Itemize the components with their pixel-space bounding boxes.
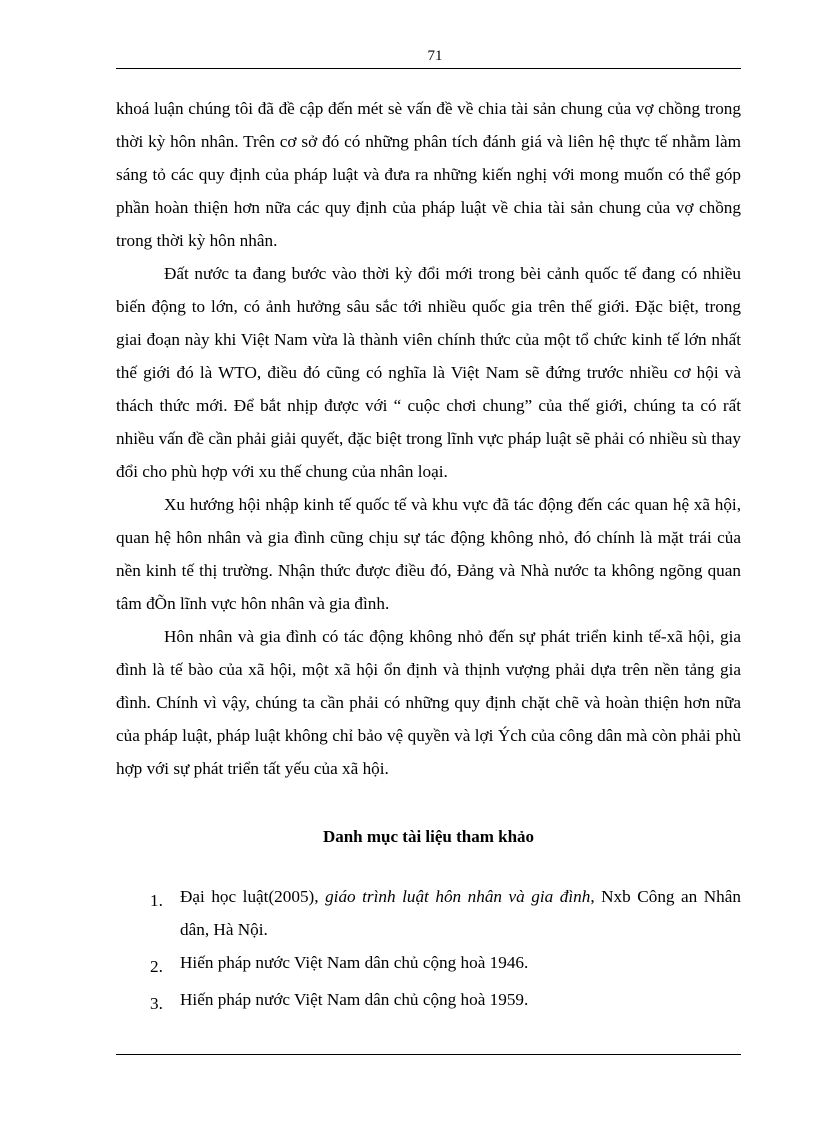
reference-text [180, 880, 741, 946]
reference-item [150, 880, 741, 946]
reference-number: 1. [150, 891, 163, 910]
reference-author: Đại học luật(2005), [180, 887, 326, 906]
paragraph: khoá luận chúng tôi đã đề cập đến mét sè vấn đề về chia tài sản chung của vợ chồng trong thời kỳ hôn nhân. Trên cơ sở đó có những phân tích đánh giá và liên hệ thực tế nhằm làm sáng tỏ các quy định của pháp luật và đưa ra những kiến nghị với mong muốn có thể góp phần hoàn thiện hơn nữa các quy định của pháp luật về chia tài sản chung của vợ chồng trong thời kỳ hôn nhân. [116, 99, 741, 250]
footer-rule [116, 1054, 741, 1055]
reference-item [150, 946, 741, 983]
paragraph: Đất nước ta đang bước vào thời kỳ đổi mới trong bèi cảnh quốc tế đang có nhiều biến động to lớn, có ảnh hưởng sâu sắc tới nhiều quốc gia trên thế giới. Đặc biệt, trong giai đoạn này khi Việt Nam vừa là thành viên chính thức của một tổ chức kinh tế lớn nhất thế giới đó là WTO, điều đó cũng có nghĩa là Việt Nam sẽ đứng trước nhiều cơ hội và thách thức mới. Để bắt nhịp được với “ cuộc chơi chung” của thế giới, chúng ta có rất nhiều vấn đề cần phải giải quyết, đặc biệt trong lĩnh vực pháp luật sẽ phải có nhiều sù thay đổi cho phù hợp với xu thế chung của nhân loại. [116, 264, 741, 481]
references-list [150, 880, 741, 1020]
page-number: 71 [427, 48, 443, 64]
reference-text: Hiến pháp nước Việt Nam dân chủ cộng hoà 1959. [180, 990, 529, 1009]
reference-publisher: , Nxb Công an Nhân dân, Hà Nội. [180, 887, 741, 939]
reference-number: 3. [150, 994, 163, 1013]
paragraph: Xu hướng hội nhập kinh tế quốc tế và khu vực đã tác động đến các quan hệ xã hội, quan hệ hôn nhân và gia đình cũng chịu sự tác động không nhỏ, đó chính là mặt trái của nền kinh tế thị trường. Nhận thức được điều đó, Đảng và Nhà nước ta không ngõng quan tâm đÕn lĩnh vực hôn nhân và gia đình. [116, 495, 741, 613]
reference-book-title: giáo trình luật hôn nhân và gia đình [325, 887, 591, 906]
body-text [116, 92, 741, 785]
header-rule [116, 68, 741, 69]
reference-item [150, 983, 741, 1020]
reference-number: 2. [150, 957, 163, 976]
paragraph: Hôn nhân và gia đình có tác động không nhỏ đến sự phát triển kinh tế-xã hội, gia đình là tế bào của xã hội, một xã hội ổn định và thịnh vượng phải dựa trên nền tảng gia đình. Chính vì vậy, chúng ta cần phải có những quy định chặt chẽ và hoàn thiện hơn nữa của pháp luật, pháp luật không chỉ bảo vệ quyền và lợi Ých của công dân mà còn phải phù hợp với sự phát triển tất yếu của xã hội. [116, 627, 741, 778]
reference-text: Hiến pháp nước Việt Nam dân chủ cộng hoà 1946. [180, 953, 529, 972]
references-title: Danh mục tài liệu tham khảo [322, 827, 535, 846]
